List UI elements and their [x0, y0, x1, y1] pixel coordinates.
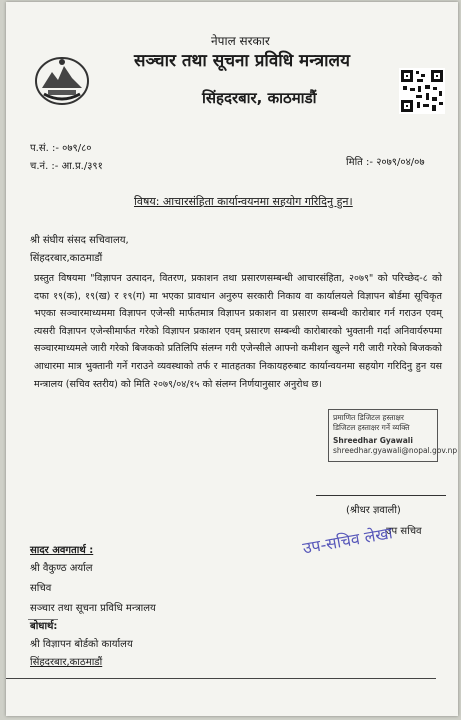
letter-subject: विषय: आचारसंहिता कार्यान्वयनमा सहयोग गरिदिनु हुन। — [134, 195, 353, 208]
digital-signature-stamp — [328, 409, 458, 462]
stamp-signer-email: shreedhar.gyawali@nopal.gov.np — [333, 446, 458, 455]
govt-name: नेपाल सरकार — [211, 34, 270, 48]
info-office: श्री विज्ञापन बोर्डको कार्यालय — [30, 639, 133, 650]
ministry-location: सिंहदरबार, काठमाडौं — [202, 89, 317, 107]
stamp-line-1: प्रमाणित डिजिटल हस्ताक्षर — [333, 413, 404, 422]
ministry-name: सञ्चार तथा सूचना प्रविधि मन्त्रालय — [134, 51, 350, 71]
dispatch-number: च.नं. :- आ.प्र./३९१ — [30, 161, 103, 172]
signatory-name: (श्रीधर ज्ञवाली) — [346, 505, 401, 516]
footer-rule — [6, 678, 436, 679]
signatory-title: उप सचिव — [386, 526, 422, 537]
qr-code-icon — [399, 68, 445, 114]
info-location: सिंहदरबार,काठमाडौं — [30, 657, 103, 668]
addressee-location: सिंहदरबार,काठमाडौं — [30, 253, 103, 264]
addressee-name: श्री संघीय संसद सचिवालय, — [30, 235, 129, 246]
cc-label: सादर अवगतार्थ : — [30, 545, 94, 556]
cc-office: सञ्चार तथा सूचना प्रविधि मन्त्रालय — [30, 603, 156, 614]
signature-line — [316, 495, 446, 496]
letter-date: मिति :- २०७९/०४/०७ — [346, 157, 425, 168]
cc-post: सचिव — [30, 583, 52, 594]
handwritten-note: उप-सचिव लेखा — [301, 523, 394, 558]
info-label: बोधार्थ: — [30, 621, 58, 632]
letter-body: प्रस्तुत विषयमा "विज्ञापन उत्पादन, वितरण, प्रकाशन तथा प्रसारणसम्बन्धी आचारसंहिता, २०७९" को परिच्छेद-८ को दफा १९(क), १९(ख) र १९(ग) मा भएका प्रावधान अनुरुप सरकारी निकाय वा कार्यालयले विज्ञापन बोर्डमा सूचिकृत भएका सञ्चारमाध्यममा विज्ञापन एजेन्सी मार्फतमात्र विज्ञापन प्रकाशन वा प्रसारण सम्बन्धी कारोबार गर्न गराउन एवम् त्यसरी विज्ञापन एजेन्सीमार्फत गरेको विज्ञापन प्रकाशन एवम् प्रसारण सम्बन्धी कारोबारको भुक्तानी गर्दा अनिवार्यरुपमा सञ्चारमाध्यमले जारी गरेको बिजकको प्रतिलिपि संलग्न गरी एजेन्सीले आफ्नो कमीशन खुल्ने गरी जारी गरेको बिजकको आधारमा मात्र भुक्तानी गर्ने गराउने व्यवस्थाको तर्फ र मातहतका निकायहरुबाट कार्यान्वयनमा सहयोग गरिदिनु हुन यस मन्त्रालय (सचिव स्तरीय) को मिति २०७९/०४/१५ को संलग्न निर्णयानुसार अनुरोध छ। — [34, 273, 442, 390]
cc-name: श्री वैकुण्ठ अर्याल — [30, 563, 93, 574]
letter-paper — [6, 2, 458, 716]
letter-number: प.सं. :- ०७९/८० — [30, 143, 92, 154]
nepal-emblem-icon — [34, 54, 90, 106]
stamp-line-2: डिजिटल हस्ताक्षर गर्ने व्यक्ति — [333, 423, 410, 432]
stamp-signer-name: Shreedhar Gyawali — [333, 436, 413, 445]
